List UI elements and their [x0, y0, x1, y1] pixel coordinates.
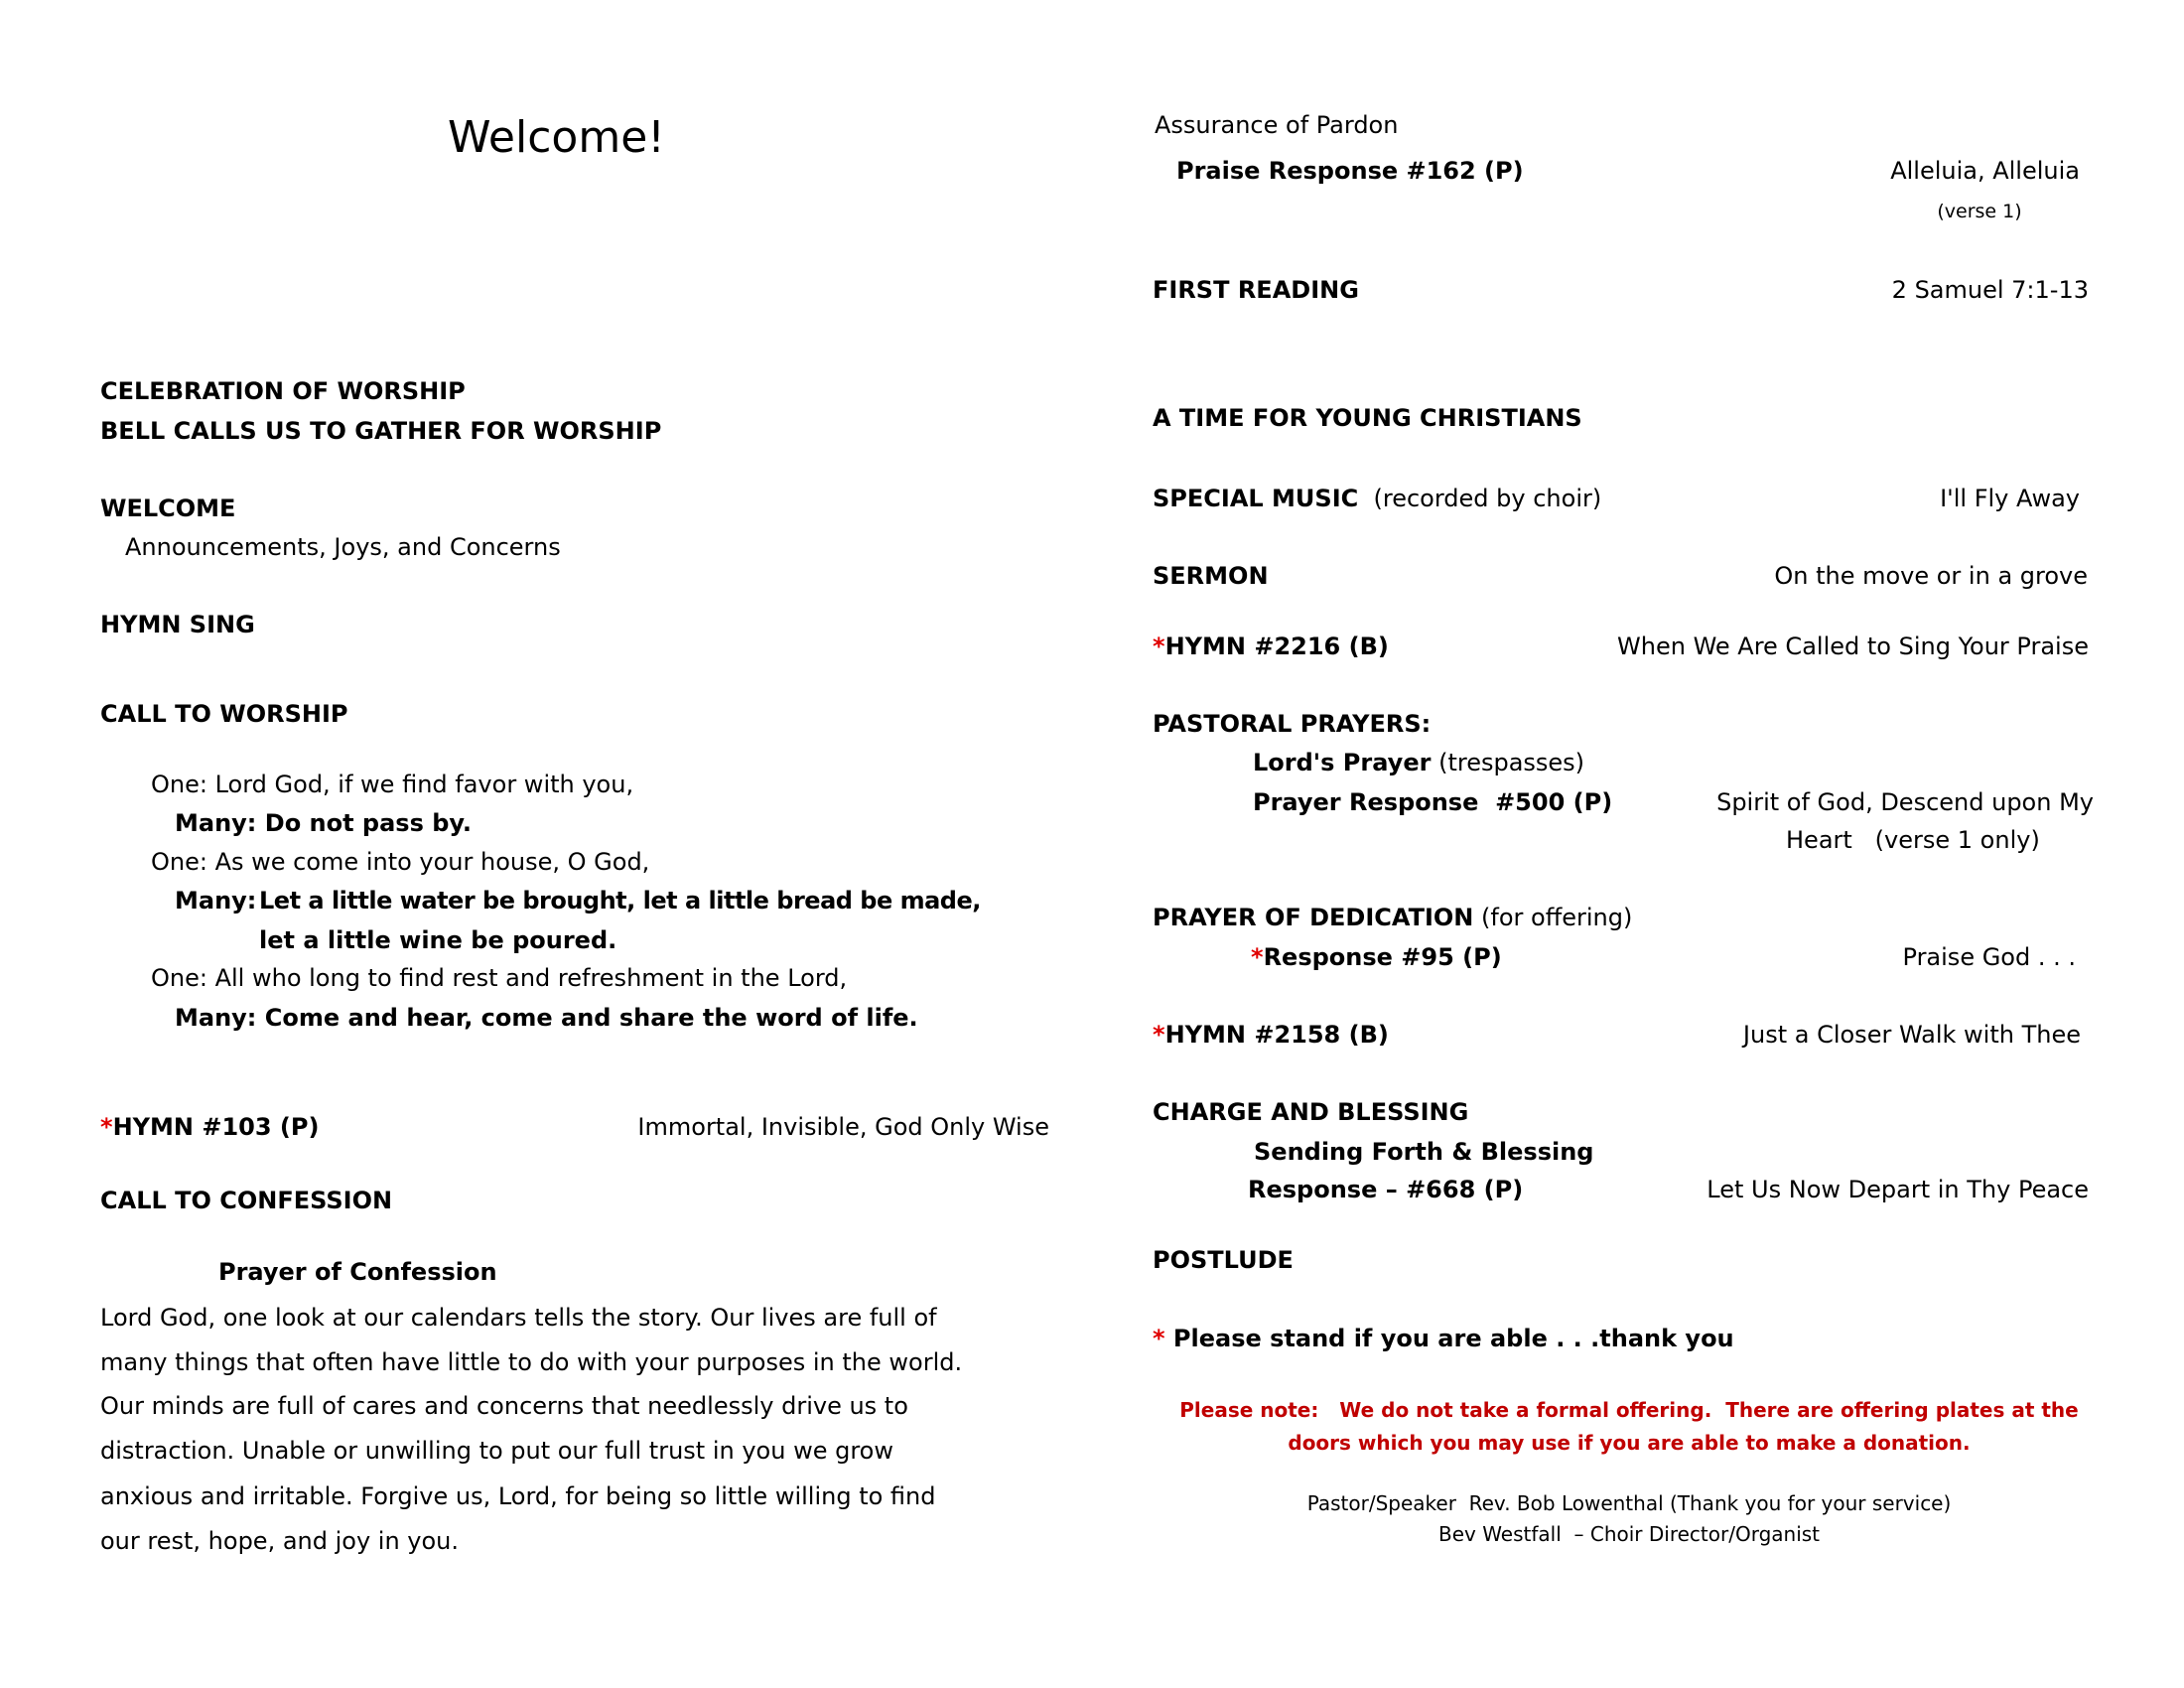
heading-call-to-confession: CALL TO CONFESSION [100, 1187, 393, 1214]
heading-welcome: WELCOME [100, 494, 236, 522]
praise-response-note: (verse 1) [1937, 201, 2022, 222]
special-music-title: I'll Fly Away [1940, 485, 2080, 512]
stand-text: Please stand if you are able . . .thank you [1172, 1325, 1734, 1352]
prayer-response-label: Prayer Response #500 (P) [1253, 788, 1613, 816]
special-music-note: (recorded by choir) [1373, 485, 1602, 512]
speaker: One: [151, 964, 207, 992]
litany-text: let a little wine be poured. [259, 926, 617, 954]
hymn-number: HYMN #2216 (B) [1164, 633, 1389, 660]
dedication-label: PRAYER OF DEDICATION [1153, 904, 1474, 931]
prayer-of-dedication [1153, 898, 1632, 937]
hymn-2216-title: When We Are Called to Sing Your Praise [1617, 633, 2089, 660]
assurance-of-pardon: Assurance of Pardon [1155, 111, 1399, 139]
response-95-title: Praise God . . . [1902, 943, 2076, 971]
heading-pastoral-prayers: PASTORAL PRAYERS: [1153, 710, 1432, 738]
prayer-response-title-cont: Heart (verse 1 only) [1786, 826, 2040, 854]
speaker: Many: [175, 1004, 257, 1032]
praise-response-label: Praise Response #162 (P) [1176, 157, 1524, 185]
announcements: Announcements, Joys, and Concerns [125, 533, 561, 561]
first-reading-ref: 2 Samuel 7:1-13 [1891, 276, 2089, 304]
litany-text: Do not pass by. [264, 809, 472, 837]
special-music [1153, 479, 1601, 518]
speaker: Many: [175, 809, 257, 837]
stand-asterisk: * [100, 1113, 113, 1141]
stand-asterisk: * [1153, 1021, 1165, 1049]
prayer-line: anxious and irritable. Forgive us, Lord, for being so little willing to find [100, 1482, 936, 1510]
lords-prayer-label: Lord's Prayer [1253, 749, 1432, 776]
prayer-line: distraction. Unable or unwilling to put our full trust in you we grow [100, 1437, 893, 1465]
pastor-credit: Pastor/Speaker Rev. Bob Lowenthal (Thank you for your service) [1306, 1491, 1952, 1515]
litany-text: All who long to find rest and refreshment in the Lord, [214, 964, 848, 992]
litany-text: Let a little water be brought, let a little bread be made, [259, 887, 981, 914]
hymn-number: HYMN #2158 (B) [1164, 1021, 1389, 1049]
hymn-2158-label [1153, 1015, 1389, 1055]
speaker: Many: [175, 887, 257, 914]
heading-bell: BELL CALLS US TO GATHER FOR WORSHIP [100, 417, 662, 445]
response-668-label: Response – #668 (P) [1248, 1176, 1524, 1203]
first-reading-label: FIRST READING [1153, 276, 1359, 304]
stand-asterisk: * [1251, 943, 1264, 971]
speaker: One: [151, 771, 207, 798]
litany-line [151, 765, 633, 804]
hymn-2216-label [1153, 627, 1389, 666]
page-title: Welcome! [448, 112, 665, 163]
prayer-line: Our minds are full of cares and concerns that needlessly drive us to [100, 1392, 908, 1420]
stand-notice [1153, 1319, 1734, 1358]
hymn-103-label [100, 1107, 319, 1147]
response-number: Response #95 (P) [1263, 943, 1502, 971]
speaker: One: [151, 848, 207, 876]
hymn-number: HYMN #103 (P) [112, 1113, 320, 1141]
litany-line [175, 881, 256, 920]
heading-celebration: CELEBRATION OF WORSHIP [100, 377, 466, 405]
offering-note-cont: doors which you may use if you are able to make a donation. [1288, 1431, 1971, 1455]
prayer-response-title: Spirit of God, Descend upon My [1716, 788, 2094, 816]
hymn-2158-title: Just a Closer Walk with Thee [1742, 1021, 2081, 1049]
stand-asterisk: * [1153, 633, 1165, 660]
stand-asterisk: * [1153, 1325, 1165, 1352]
heading-charge-and-blessing: CHARGE AND BLESSING [1153, 1098, 1469, 1126]
prayer-line: our rest, hope, and joy in you. [100, 1527, 460, 1555]
heading-postlude: POSTLUDE [1153, 1246, 1294, 1274]
litany-line [151, 958, 847, 998]
special-music-label: SPECIAL MUSIC [1153, 485, 1359, 512]
sermon-label: SERMON [1153, 562, 1269, 590]
offering-note: Please note: We do not take a formal offering. There are offering plates at the [1179, 1398, 2079, 1422]
lords-prayer-note: (trespasses) [1438, 749, 1585, 776]
praise-response-title: Alleluia, Alleluia [1890, 157, 2080, 185]
litany-text: Lord God, if we find favor with you, [214, 771, 634, 798]
litany-text: Come and hear, come and share the word of life. [264, 1004, 918, 1032]
lords-prayer [1253, 743, 1584, 782]
response-95-label [1251, 937, 1502, 977]
prayer-line: Lord God, one look at our calendars tells the story. Our lives are full of [100, 1304, 937, 1332]
heading-hymn-sing: HYMN SING [100, 611, 255, 638]
litany-text: As we come into your house, O God, [214, 848, 650, 876]
litany-line [175, 998, 918, 1038]
organist-credit: Bev Westfall – Choir Director/Organist [1437, 1522, 1821, 1546]
prayer-line: many things that often have little to do with your purposes in the world. [100, 1348, 963, 1376]
heading-call-to-worship: CALL TO WORSHIP [100, 700, 348, 728]
heading-young-christians: A TIME FOR YOUNG CHRISTIANS [1153, 404, 1582, 432]
dedication-note: (for offering) [1481, 904, 1633, 931]
litany-line [175, 803, 472, 843]
sermon-title: On the move or in a grove [1774, 562, 2088, 590]
litany-line [151, 842, 649, 882]
sending-forth: Sending Forth & Blessing [1254, 1138, 1594, 1166]
hymn-103-title: Immortal, Invisible, God Only Wise [637, 1113, 1049, 1141]
response-668-title: Let Us Now Depart in Thy Peace [1706, 1176, 2089, 1203]
prayer-heading: Prayer of Confession [218, 1258, 497, 1286]
